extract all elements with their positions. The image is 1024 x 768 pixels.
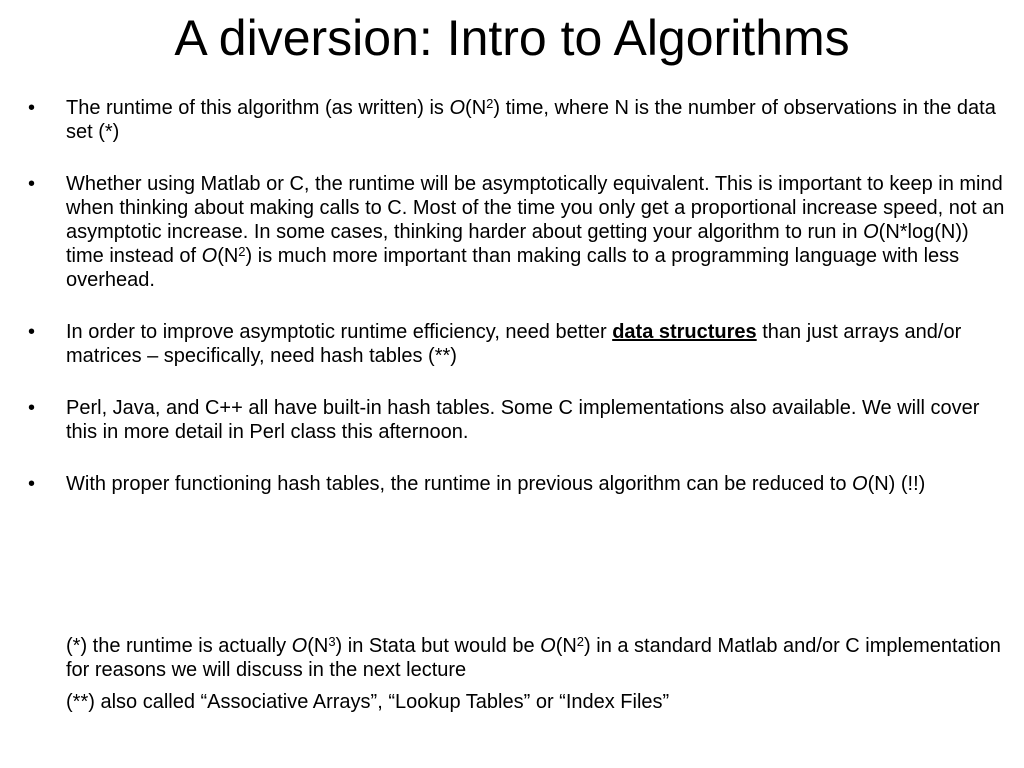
text: (*) the runtime is actually	[66, 635, 292, 657]
text: than just arrays and/or matrices – specifically, need hash tables (**)	[66, 321, 962, 367]
big-o: O	[852, 473, 868, 495]
big-o: O	[291, 635, 308, 657]
bullet-list	[66, 96, 1006, 524]
bullet-matlab-vs-c	[66, 172, 1006, 292]
text: The runtime of this algorithm (as written) is	[66, 97, 450, 119]
bullet-reduced-runtime	[66, 472, 1006, 496]
footnote-1	[66, 634, 1006, 682]
text: (N) (!!)	[867, 473, 926, 495]
text: ) time, where N is the number of observations in the data set (*)	[66, 97, 996, 143]
text: (**) also called “Associative Arrays”, “Lookup Tables” or “Index Files”	[66, 691, 670, 713]
exponent: 2	[576, 634, 585, 649]
emphasis-data-structures: data structures	[612, 321, 757, 343]
footnote-2	[66, 690, 1006, 714]
text: (N*log(N)) time instead of	[66, 221, 969, 267]
exponent: 3	[328, 634, 336, 649]
exponent: 2	[486, 96, 494, 111]
bullet-data-structures	[66, 320, 1006, 368]
big-o: O	[863, 221, 879, 243]
exponent: 2	[238, 244, 246, 259]
footnotes	[66, 634, 1006, 722]
text: (N	[307, 635, 329, 657]
big-o: O	[449, 97, 466, 119]
text: (N	[465, 97, 487, 119]
text: In order to improve asymptotic runtime efficiency, need better	[66, 321, 613, 343]
bullet-hash-tables-languages	[66, 396, 1006, 444]
text: ) in a standard Matlab and/or C implementation for reasons we will discuss in the next lecture	[66, 635, 1001, 681]
big-o: O	[201, 245, 218, 267]
text: (N	[555, 635, 577, 657]
text: ) in Stata but would be	[335, 635, 541, 657]
text: ) is much more important than making calls to a programming language with less overhead.	[66, 245, 960, 291]
slide-title: A diversion: Intro to Algorithms	[174, 10, 850, 66]
big-o: O	[540, 635, 556, 657]
text: Perl, Java, and C++ all have built-in hash tables. Some C implementations also available. We will cover this in more detail in Perl class this afternoon.	[66, 397, 980, 443]
text: With proper functioning hash tables, the runtime in previous algorithm can be reduced to	[66, 473, 852, 495]
text: (N	[217, 245, 239, 267]
text: Whether using Matlab or C, the runtime will be asymptotically equivalent. This is important to keep in mind when thinking about making calls to C. Most of the time you only get a proportional increase speed, not an asymptotic increase. In some cases, thinking harder about getting your algorithm to run in	[66, 173, 1005, 243]
bullet-runtime	[66, 96, 1006, 144]
